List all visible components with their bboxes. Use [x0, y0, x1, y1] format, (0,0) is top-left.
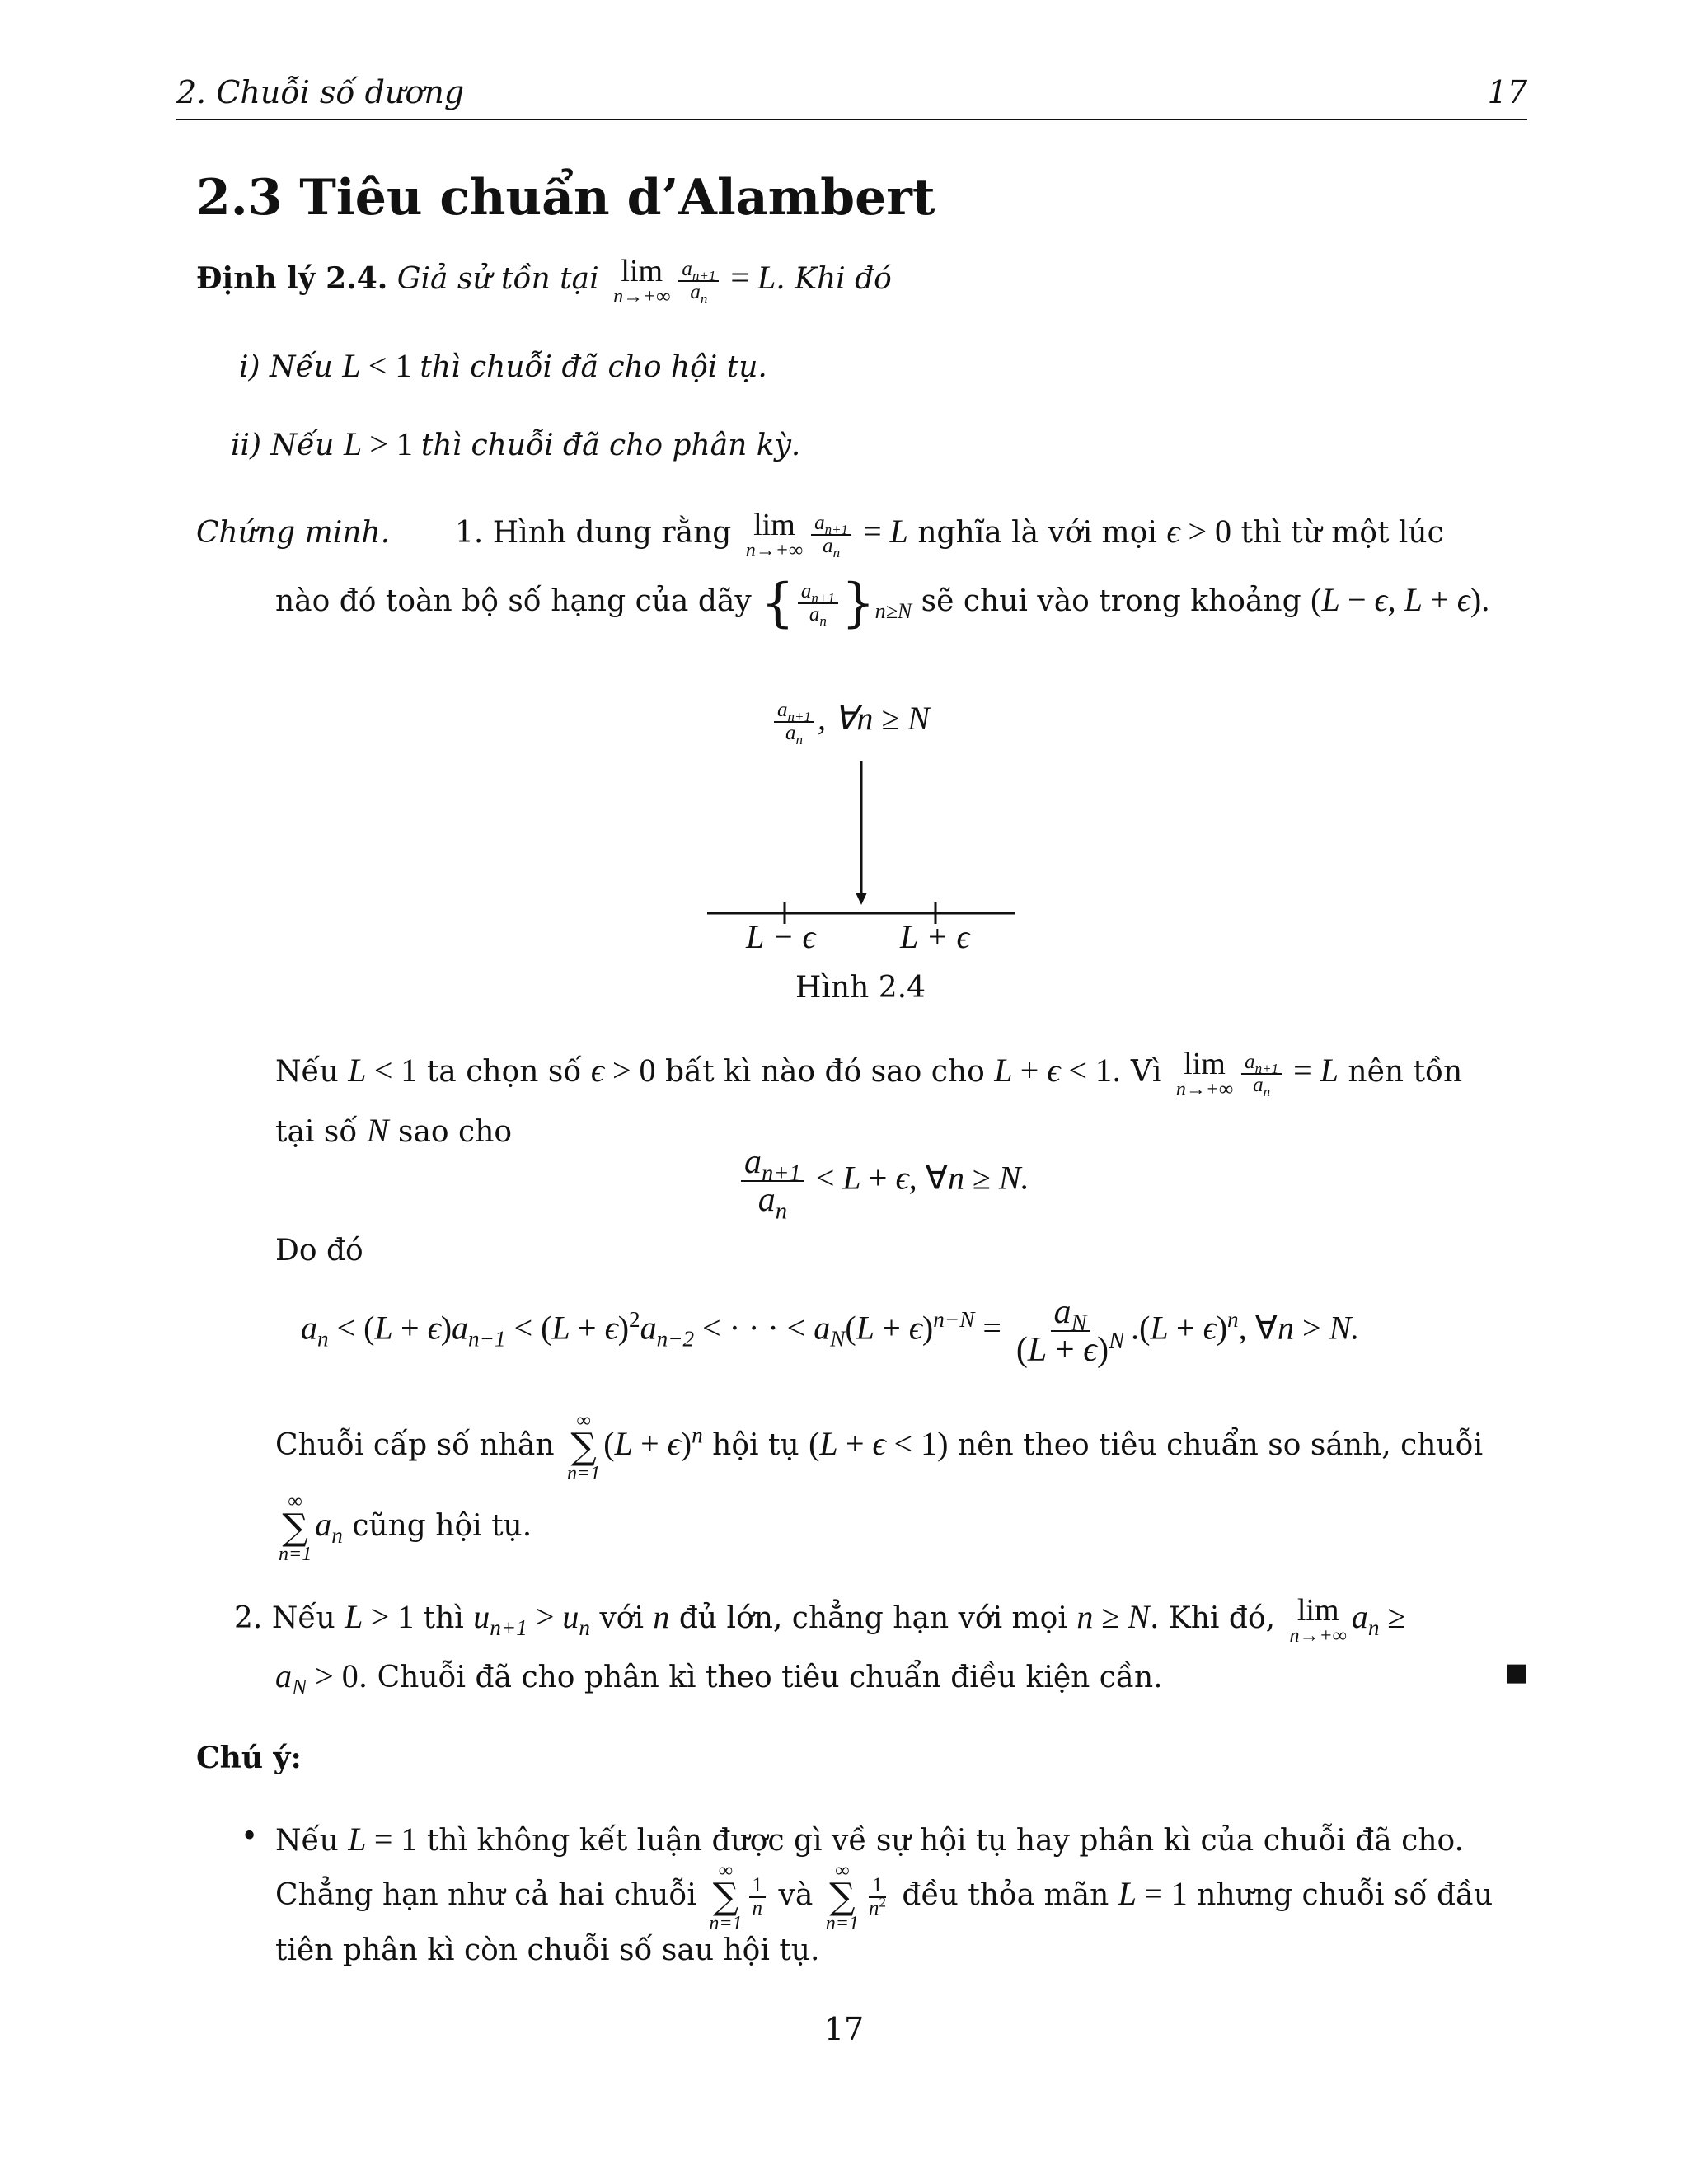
item1-label: i) Nếu — [239, 350, 333, 384]
note-bullet: • — [241, 1820, 259, 1854]
proof-label: Chứng minh. — [196, 516, 391, 551]
proof-line-4: tại số N sao cho — [275, 1112, 513, 1149]
figure-top-label: $\frac{a_{n+1}}{a_n}$ , ∀n ≥ N — [771, 699, 930, 744]
theorem-intro-end: . Khi đó — [776, 262, 892, 297]
section-title: 2.3 Tiêu chuẩn d’Alambert — [196, 169, 935, 227]
p1-c: thì từ một lúc — [1240, 516, 1444, 551]
display-eq-chain: $a_n < (L + \epsilon)a_{n-1} < (L + \epsilon)^2a_{n-2}$ < · · · < $a_N(L + \epsilon)^{n-N}$ = $\frac{a_N}{(L + \epsilon)^N}$ $.(L + \epsilon)^n$, ∀n > N. — [301, 1293, 1360, 1370]
qed-symbol: ■ — [1505, 1658, 1529, 1687]
arrow-head — [856, 893, 867, 905]
note-line-2: Chẳng hạn như cả hai chuỗi ∞ ∑ n=1 $\frac{1}{n}$ và ∞ ∑ n=1 $\frac{1}{n^2}$ đều thỏa mãn L = 1 nhưng chuỗi số đầu — [275, 1860, 1493, 1934]
tick-label-left: L − ϵ — [746, 918, 816, 955]
step1-number: 1. — [454, 516, 484, 551]
running-head: 2. Chuỗi số dương — [176, 74, 465, 110]
proof-line-8: $a_N > 0$. Chuỗi đã cho phân kì theo tiêu chuẩn điều kiện cần. — [275, 1657, 1163, 1699]
theorem-statement — [196, 255, 892, 307]
proof-line-5: Chuỗi cấp số nhân ∞ ∑ n=1 $(L + \epsilon)^n$ hội tụ (L + ϵ < 1) nên theo tiêu chuẩn so sánh, chuỗi — [275, 1410, 1484, 1484]
header-rule — [176, 119, 1527, 120]
theorem-item-2 — [231, 424, 800, 463]
proof-line-3: Nếu L < 1 ta chọn số ϵ > 0 bất kì nào đó sao cho L + ϵ < 1. Vì lim n→+∞ $\frac{a_{n+1}}{a_n}$ = L nên tồn — [275, 1047, 1463, 1100]
theorem-item-1 — [239, 346, 767, 385]
proof-do-do: Do đó — [275, 1234, 363, 1268]
item2-condition: L > 1 — [343, 425, 413, 462]
item1-condition: L < 1 — [342, 347, 412, 384]
header-page-number: 17 — [1487, 74, 1527, 110]
item2-text: thì chuỗi đã cho phân kỳ. — [420, 429, 801, 462]
note-label: Chú ý: — [196, 1741, 302, 1775]
step2-number: 2. — [234, 1601, 263, 1636]
proof-line-6: ∞ ∑ n=1 $a_n$ cũng hội tụ. — [279, 1491, 532, 1565]
proof-line-2: nào đó toàn bộ số hạng của dãy { $\frac{a_{n+1}}{a_n}$ }$_{n\ge N}$ sẽ chui vào trong khoảng (L − ϵ, L + ϵ). — [275, 573, 1490, 634]
proof-line-1: Chứng minh. 1. Hình dung rằng lim n→+∞ $\frac{a_{n+1}}{a_n}$ = L nghĩa là với mọi ϵ > 0 thì từ một lúc — [196, 508, 1444, 561]
p1-b: nghĩa là với mọi — [917, 516, 1157, 551]
item2-label: ii) Nếu — [231, 429, 335, 462]
theorem-limit: lim n→+∞ $\frac{a_{n+1}}{a_n}$ = L — [613, 254, 776, 307]
note-line-1: Nếu L = 1 thì không kết luận được gì về sự hội tụ hay phân kì của chuỗi đã cho. — [275, 1821, 1464, 1858]
display-eq-ratio: $\frac{a_{n+1}}{a_n}$ < L + ϵ, ∀n ≥ N. — [738, 1144, 1029, 1218]
theorem-intro: Giả sử tồn tại — [396, 262, 599, 297]
tick-label-right: L + ϵ — [900, 918, 970, 955]
p1-d: nào đó toàn bộ số hạng của dãy — [275, 584, 752, 619]
theorem-label: Định lý 2.4. — [196, 261, 388, 297]
figure-2-4-diagram — [701, 754, 1030, 927]
p1-e: sẽ chui vào trong khoảng — [921, 584, 1301, 619]
note-line-3: tiên phân kì còn chuỗi số sau hội tụ. — [275, 1933, 820, 1967]
figure-caption: Hình 2.4 — [795, 971, 926, 1005]
footer-page-number: 17 — [823, 2011, 865, 2047]
proof-line-7: 2. Nếu L > 1 thì $u_{n+1} > u_n$ với n đủ lớn, chẳng hạn với mọi n ≥ N. Khi đó, lim n→+∞ $a_n$ ≥ — [234, 1593, 1406, 1647]
item1-text: thì chuỗi đã cho hội tụ. — [420, 350, 767, 384]
p1-a: Hình dung rằng — [492, 516, 732, 551]
